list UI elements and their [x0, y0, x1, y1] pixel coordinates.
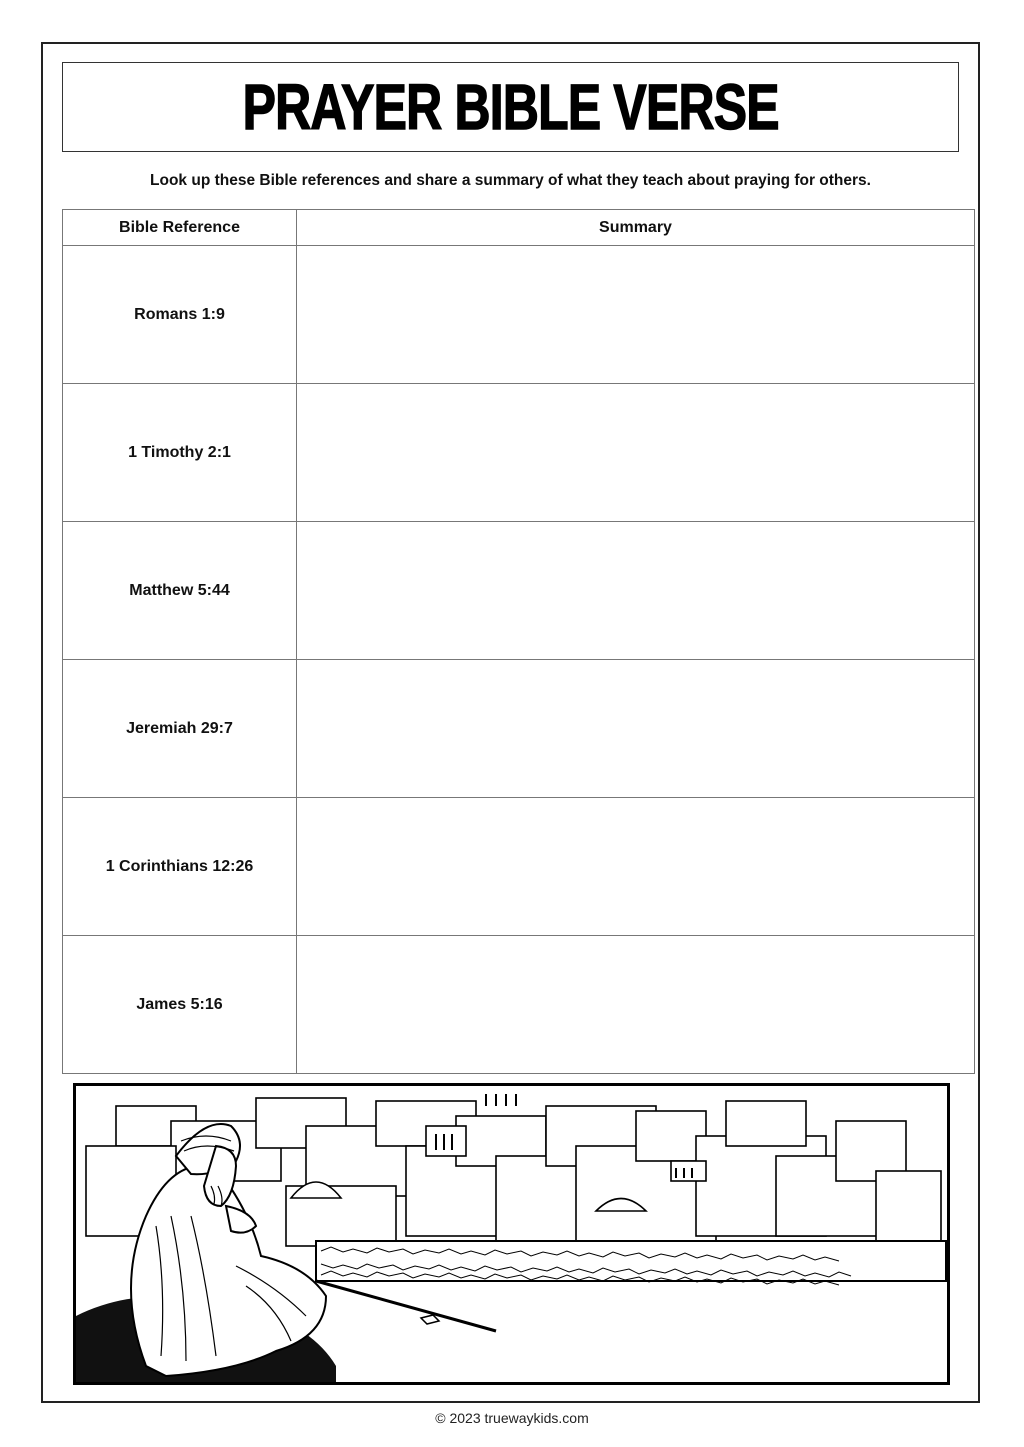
reference-cell: Romans 1:9 [63, 246, 297, 384]
summary-cell[interactable] [297, 246, 975, 384]
summary-cell[interactable] [297, 936, 975, 1074]
reference-cell: Matthew 5:44 [63, 522, 297, 660]
reference-cell: Jeremiah 29:7 [63, 660, 297, 798]
table-row [63, 384, 975, 522]
summary-cell[interactable] [297, 522, 975, 660]
column-header-summary: Summary [297, 210, 975, 246]
city-skyline-drawing [76, 1086, 947, 1382]
bible-reference-table [62, 209, 975, 1074]
table-row [63, 660, 975, 798]
praying-man-illustration [73, 1083, 950, 1385]
table-row [63, 798, 975, 936]
reference-cell: 1 Corinthians 12:26 [63, 798, 297, 936]
title-box [62, 62, 959, 152]
table-row [63, 522, 975, 660]
table-header-row [63, 210, 975, 246]
table-row [63, 246, 975, 384]
summary-cell[interactable] [297, 798, 975, 936]
copyright-footer: © 2023 truewaykids.com [435, 1410, 589, 1426]
column-header-bible-reference: Bible Reference [63, 210, 297, 246]
instructions-text: Look up these Bible references and share a summary of what they teach about praying for others. [150, 172, 871, 189]
reference-cell: 1 Timothy 2:1 [63, 384, 297, 522]
table-row [63, 936, 975, 1074]
page-title: PRAYER BIBLE VERSE [242, 71, 779, 143]
summary-cell[interactable] [297, 384, 975, 522]
summary-cell[interactable] [297, 660, 975, 798]
reference-cell: James 5:16 [63, 936, 297, 1074]
